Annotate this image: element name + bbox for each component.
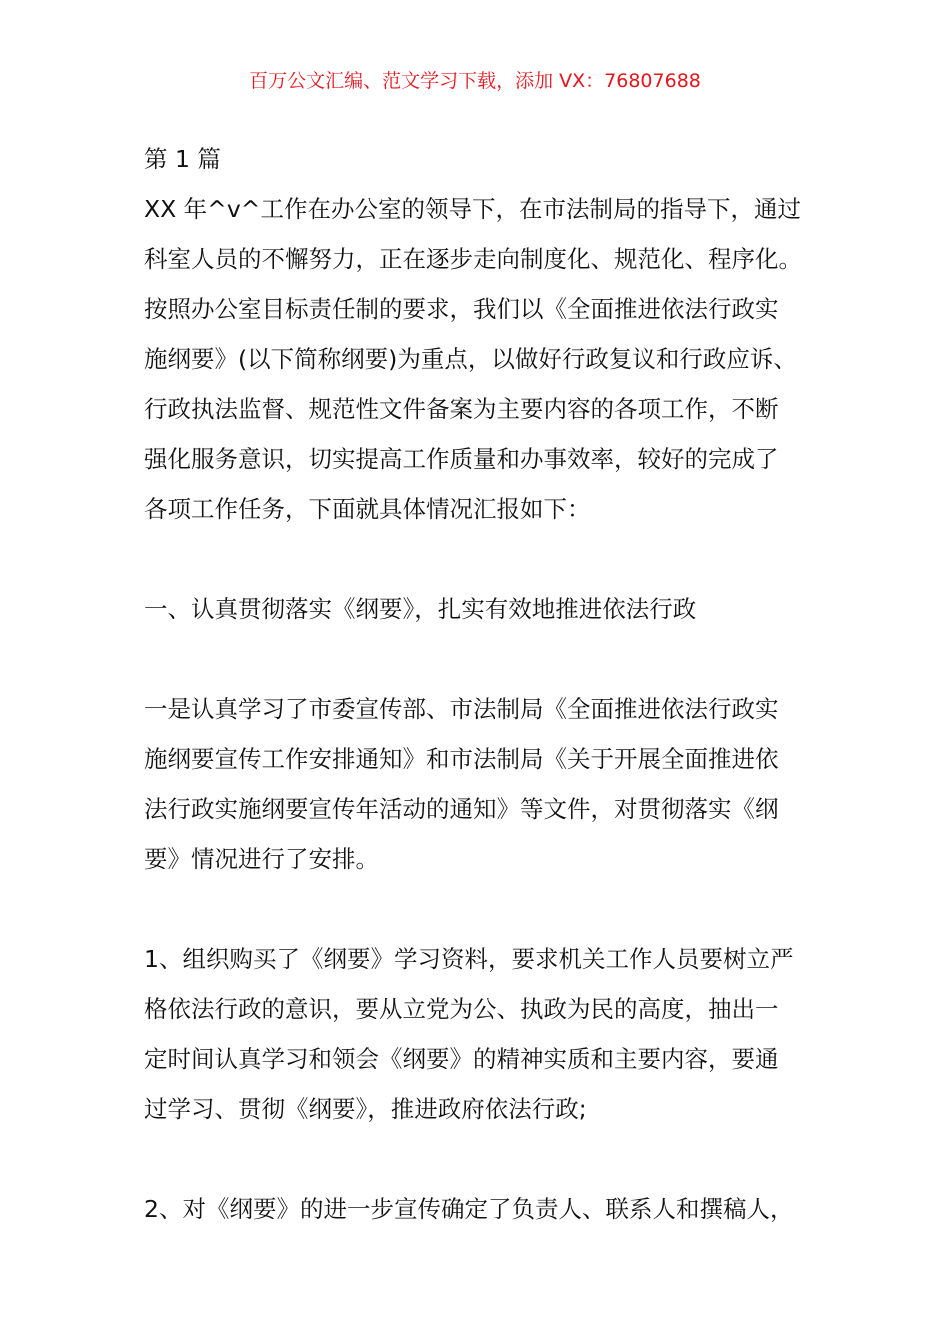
text-line: 2、对《纲要》的进一步宣传确定了负责人、联系人和撰稿人，: [144, 1195, 794, 1223]
paragraph-item-1: [144, 934, 814, 1134]
paragraph-item-2: [144, 1184, 814, 1234]
document-body: [144, 134, 814, 1234]
paragraph-gap: [144, 1134, 814, 1184]
text-line: 定时间认真学习和领会《纲要》的精神实质和主要内容，要通: [144, 1045, 779, 1073]
watermark-header: [0, 66, 950, 96]
paragraph-first-point: [144, 684, 814, 884]
text-line: 过学习、贯彻《纲要》，推进政府依法行政;: [144, 1095, 587, 1123]
section-heading-one: [144, 584, 814, 634]
text-line: 施纲要》(以下简称纲要)为重点，以做好行政复议和行政应诉、: [144, 345, 797, 373]
text-line: 施纲要宣传工作安排通知》和市法制局《关于开展全面推进依: [144, 745, 779, 773]
paragraph-gap: [144, 634, 814, 684]
text-line: 法行政实施纲要宣传年活动的通知》等文件，对贯彻落实《纲: [144, 795, 779, 823]
text-line: 各项工作任务，下面就具体情况汇报如下：: [144, 495, 591, 523]
text-line: 要》情况进行了安排。: [144, 845, 379, 873]
text-line: 一是认真学习了市委宣传部、市法制局《全面推进依法行政实: [144, 695, 779, 723]
paragraph-gap: [144, 534, 814, 584]
text-line: 按照办公室目标责任制的要求，我们以《全面推进依法行政实: [144, 295, 779, 323]
text-line: 强化服务意识，切实提高工作质量和办事效率，较好的完成了: [144, 445, 779, 473]
text-line: 1、组织购买了《纲要》学习资料，要求机关工作人员要树立严: [144, 945, 794, 973]
text-line: XX 年^v^工作在办公室的领导下，在市法制局的指导下，通过: [144, 195, 801, 223]
header-text: 百万公文汇编、范文学习下载，添加 VX：76807688: [249, 70, 701, 92]
section-title: 第 1 篇: [144, 145, 221, 173]
text-line: 格依法行政的意识，要从立党为公、执政为民的高度，抽出一: [144, 995, 779, 1023]
text-line: 一、认真贯彻落实《纲要》，扎实有效地推进依法行政: [144, 595, 697, 623]
text-line: 行政执法监督、规范性文件备案为主要内容的各项工作，不断: [144, 395, 779, 423]
paragraph-gap: [144, 884, 814, 934]
text-line: 科室人员的不懈努力，正在逐步走向制度化、规范化、程序化。: [144, 245, 802, 273]
paragraph-intro: [144, 184, 814, 534]
